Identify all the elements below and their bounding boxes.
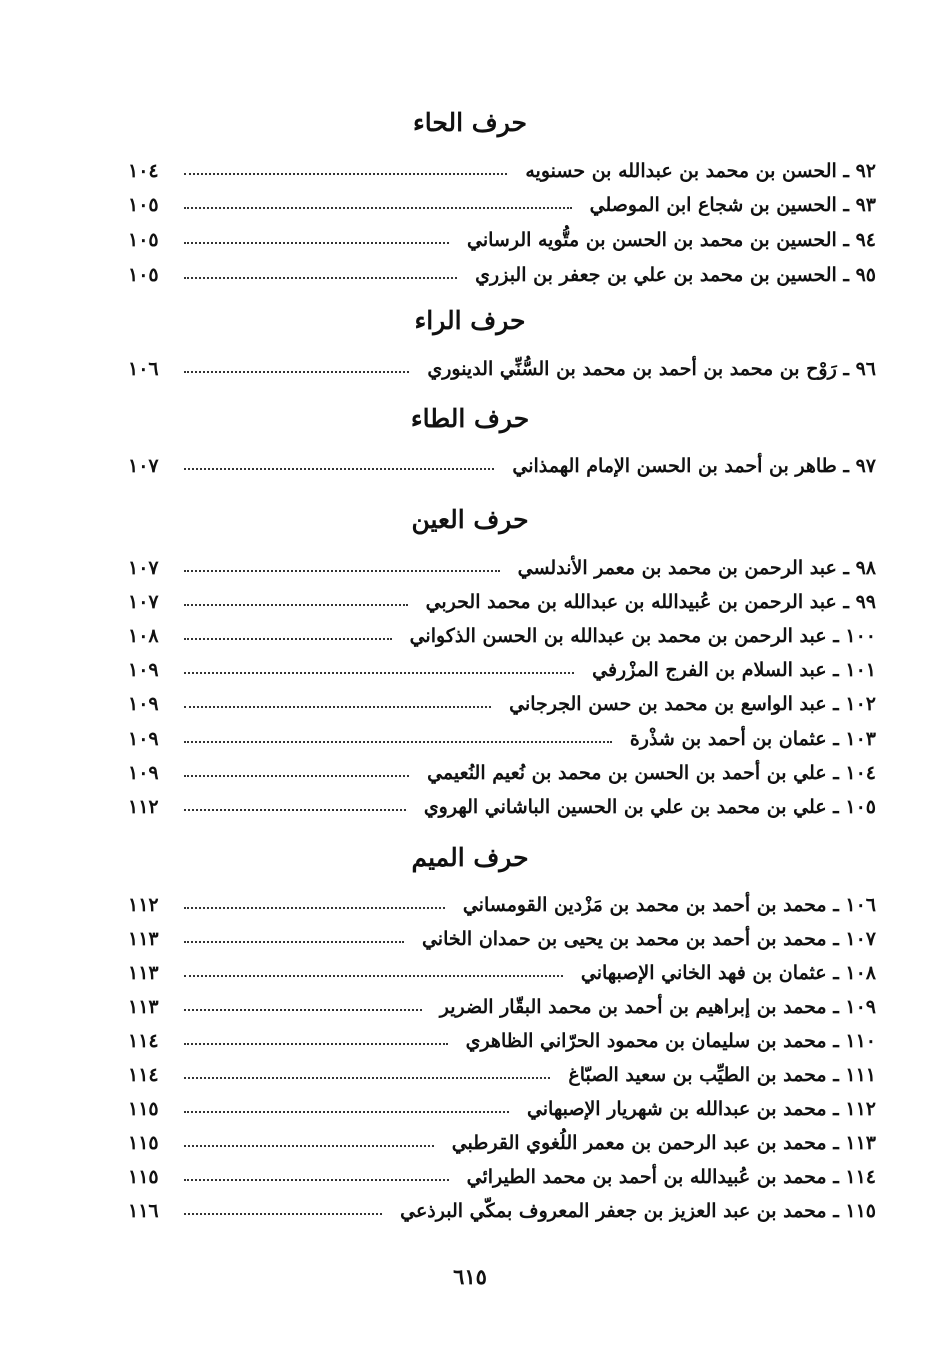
entry-title: ١٠٣ ـ عثمان بن أحمد بن شذْرة [629, 728, 876, 750]
toc-entry [128, 621, 876, 651]
dot-leader [184, 638, 392, 640]
entry-page-number: ١١٢ [128, 796, 159, 818]
toc-entry [128, 587, 876, 617]
entry-page-number: ١٠٧ [128, 591, 159, 613]
toc-entry [128, 190, 876, 220]
toc-entry [128, 354, 876, 384]
page-number: ٦١٥ [453, 1264, 487, 1289]
dot-leader [184, 1009, 422, 1011]
entry-page-number: ١٠٩ [128, 762, 159, 784]
toc-entry [128, 1128, 876, 1158]
dot-leader [184, 706, 491, 708]
dot-leader [184, 207, 572, 209]
entry-title: ١١٣ ـ محمد بن عبد الرحمن بن معمر اللُغوي القرطبي [451, 1132, 876, 1154]
entry-title: ١٠٦ ـ محمد بن أحمد بن محمد بن مَزْدين القومساني [462, 894, 876, 916]
entry-page-number: ١١٣ [128, 928, 159, 950]
dot-leader [184, 1043, 448, 1045]
toc-entry [128, 156, 876, 186]
entry-title: ١٠٨ ـ عثمان بن فهد الخاني الإصبهاني [580, 962, 876, 984]
dot-leader [184, 468, 494, 470]
entry-title: ١٠٠ ـ عبد الرحمن بن محمد بن عبدالله بن الحسن الذكواني [409, 625, 876, 647]
entry-page-number: ١٠٥ [128, 194, 159, 216]
toc-entry [128, 958, 876, 988]
dot-leader [184, 975, 563, 977]
entry-page-number: ١٠٨ [128, 625, 159, 647]
entry-title: ٩٢ ـ الحسن بن محمد بن عبدالله بن حسنويه [525, 160, 876, 182]
section-heading-ra: حرف الراء [414, 306, 526, 335]
entry-title: ٩٥ ـ الحسين بن محمد بن علي بن جعفر بن البزري [475, 264, 876, 286]
dot-leader [184, 371, 409, 373]
dot-leader [184, 1179, 449, 1181]
entry-page-number: ١١٦ [128, 1200, 159, 1222]
entry-title: ٩٧ ـ طاهر بن أحمد بن الحسن الإمام الهمذاني [512, 455, 876, 477]
entry-page-number: ١١٥ [128, 1166, 159, 1188]
entry-title: ٩٣ ـ الحسين بن شجاع ابن الموصلي [589, 194, 876, 216]
dot-leader [184, 277, 457, 279]
entry-title: ١١٤ ـ محمد بن عُبيدالله بن أحمد بن محمد الطيرائي [466, 1166, 876, 1188]
toc-entry [128, 792, 876, 822]
section-heading-mim: حرف الميم [411, 843, 529, 872]
entry-title: ١٠٤ ـ علي بن أحمد بن الحسن بن محمد بن نُعيم النُعيمي [427, 762, 876, 784]
entry-title: ٩٦ ـ رَوْح بن محمد بن أحمد بن محمد بن السُّنِّي الدينوري [427, 358, 876, 380]
entry-title: ٩٨ ـ عبد الرحمن بن محمد بن معمر الأندلسي [517, 557, 876, 579]
entry-page-number: ١٠٩ [128, 659, 159, 681]
entry-page-number: ١١٣ [128, 962, 159, 984]
dot-leader [184, 1077, 550, 1079]
entry-title: ١٠٧ ـ محمد بن أحمد بن محمد بن يحيى بن حمدان الخاني [421, 928, 876, 950]
entry-page-number: ١٠٤ [128, 160, 159, 182]
dot-leader [184, 672, 574, 674]
toc-entry [128, 1196, 876, 1226]
entry-title: ١١٠ ـ محمد بن سليمان بن محمود الحرّاني الظاهري [465, 1030, 876, 1052]
dot-leader [184, 1145, 434, 1147]
toc-entry [128, 451, 876, 481]
entry-page-number: ١٠٥ [128, 264, 159, 286]
entry-page-number: ١٠٥ [128, 229, 159, 251]
dot-leader [184, 1111, 509, 1113]
dot-leader [184, 173, 507, 175]
entry-page-number: ١٠٧ [128, 455, 159, 477]
toc-entry [128, 1060, 876, 1090]
entry-title: ٩٤ ـ الحسين بن محمد بن الحسن بن متُّويه الرساني [467, 229, 876, 251]
entry-page-number: ١٠٧ [128, 557, 159, 579]
toc-entry [128, 724, 876, 754]
dot-leader [184, 570, 500, 572]
dot-leader [184, 907, 445, 909]
toc-entry [128, 992, 876, 1022]
toc-entry [128, 1162, 876, 1192]
toc-entry [128, 260, 876, 290]
toc-entry [128, 758, 876, 788]
entry-title: ١٠١ ـ عبد السلام بن الفرج المزْرفي [592, 659, 876, 681]
entry-page-number: ١٠٩ [128, 693, 159, 715]
dot-leader [184, 941, 404, 943]
entry-page-number: ١٠٩ [128, 728, 159, 750]
dot-leader [184, 1213, 382, 1215]
section-heading-ha: حرف الحاء [413, 108, 527, 137]
toc-entry [128, 1094, 876, 1124]
dot-leader [184, 604, 408, 606]
dot-leader [184, 741, 612, 743]
toc-entry [128, 553, 876, 583]
toc-entry [128, 890, 876, 920]
dot-leader [184, 242, 449, 244]
entry-page-number: ١٠٦ [128, 358, 159, 380]
entry-title: ١٠٥ ـ علي بن محمد بن علي بن الحسين الباشاني الهروي [423, 796, 876, 818]
entry-page-number: ١١٤ [128, 1064, 159, 1086]
entry-page-number: ١١٥ [128, 1098, 159, 1120]
toc-entry [128, 655, 876, 685]
entry-page-number: ١١٤ [128, 1030, 159, 1052]
entry-page-number: ١١٢ [128, 894, 159, 916]
toc-entry [128, 1026, 876, 1056]
entry-title: ١١٢ ـ محمد بن عبدالله بن شهريار الإصبهاني [526, 1098, 876, 1120]
entry-title: ١٠٩ ـ محمد بن إبراهيم بن أحمد بن محمد البقّار الضرير [439, 996, 876, 1018]
entry-title: ٩٩ ـ عبد الرحمن بن عُبيدالله بن عبدالله بن محمد الحربي [425, 591, 876, 613]
entry-page-number: ١١٥ [128, 1132, 159, 1154]
toc-entry [128, 689, 876, 719]
entry-title: ١٠٢ ـ عبد الواسع بن محمد بن حسن الجرجاني [509, 693, 876, 715]
section-heading-ta: حرف الطاء [410, 404, 530, 433]
entry-title: ١١١ ـ محمد بن الطيِّب بن سعيد الصبّاغ [568, 1064, 876, 1086]
dot-leader [184, 809, 406, 811]
dot-leader [184, 775, 409, 777]
toc-entry [128, 924, 876, 954]
entry-title: ١١٥ ـ محمد بن عبد العزيز بن جعفر المعروف بمكّي البرذعي [400, 1200, 876, 1222]
entry-page-number: ١١٣ [128, 996, 159, 1018]
section-heading-ayn: حرف العين [411, 505, 529, 534]
toc-entry [128, 225, 876, 255]
